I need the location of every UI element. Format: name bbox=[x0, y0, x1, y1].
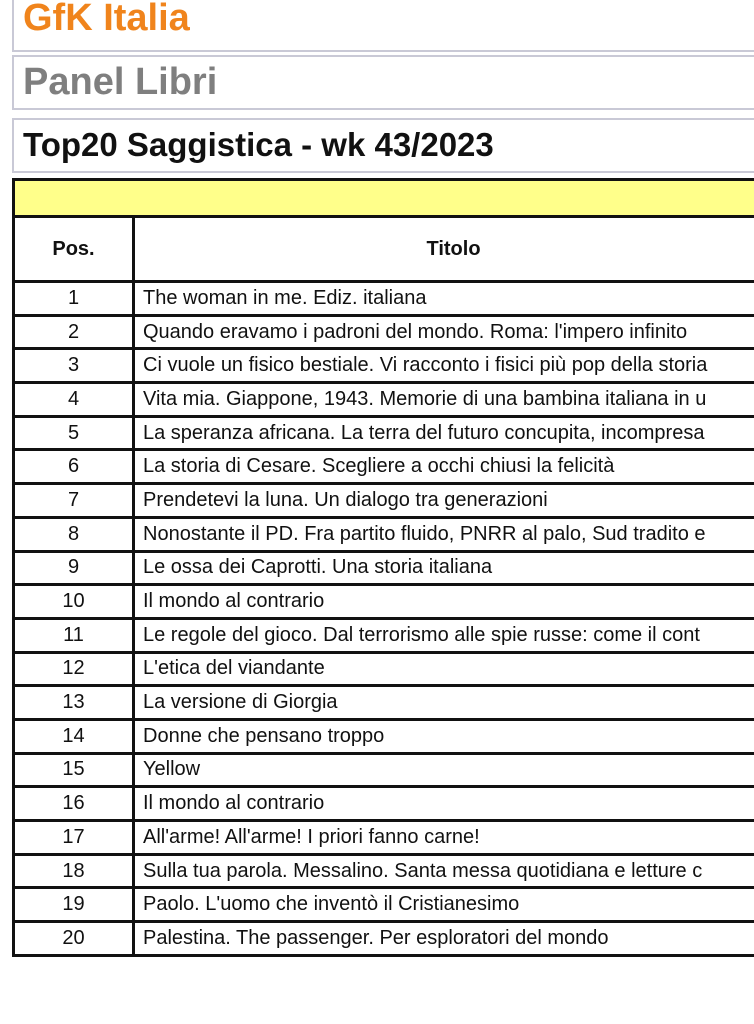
table-header-row bbox=[14, 217, 754, 282]
brand-title: GfK Italia bbox=[23, 0, 190, 39]
ranking-table bbox=[12, 178, 754, 957]
row-position: 20 bbox=[14, 922, 134, 956]
column-header-title: Titolo bbox=[134, 217, 754, 282]
table-row bbox=[14, 821, 754, 855]
row-position: 12 bbox=[14, 652, 134, 686]
panel-subtitle: Panel Libri bbox=[23, 61, 218, 103]
row-position: 15 bbox=[14, 753, 134, 787]
row-position: 8 bbox=[14, 517, 134, 551]
row-position: 9 bbox=[14, 551, 134, 585]
page-title: Top20 Saggistica - wk 43/2023 bbox=[23, 126, 494, 163]
brand-box bbox=[12, 0, 754, 52]
row-title: L'etica del viandante bbox=[134, 652, 754, 686]
row-position: 5 bbox=[14, 416, 134, 450]
table-row bbox=[14, 517, 754, 551]
table-row bbox=[14, 753, 754, 787]
row-position: 14 bbox=[14, 719, 134, 753]
row-position: 2 bbox=[14, 315, 134, 349]
subtitle-box bbox=[12, 55, 754, 110]
table-body bbox=[14, 282, 754, 956]
row-title: Ci vuole un fisico bestiale. Vi racconto i fisici più pop della storia bbox=[134, 349, 754, 383]
table-row bbox=[14, 888, 754, 922]
row-title: Il mondo al contrario bbox=[134, 585, 754, 619]
row-position: 13 bbox=[14, 686, 134, 720]
row-title: La versione di Giorgia bbox=[134, 686, 754, 720]
row-title: Prendetevi la luna. Un dialogo tra generazioni bbox=[134, 484, 754, 518]
row-title: Le ossa dei Caprotti. Una storia italiana bbox=[134, 551, 754, 585]
row-position: 19 bbox=[14, 888, 134, 922]
table-row bbox=[14, 719, 754, 753]
row-position: 10 bbox=[14, 585, 134, 619]
table-row bbox=[14, 484, 754, 518]
row-title: Il mondo al contrario bbox=[134, 787, 754, 821]
row-position: 17 bbox=[14, 821, 134, 855]
row-title: Vita mia. Giappone, 1943. Memorie di una bambina italiana in u bbox=[134, 383, 754, 417]
table-row bbox=[14, 922, 754, 956]
row-position: 16 bbox=[14, 787, 134, 821]
title-box bbox=[12, 118, 754, 173]
row-title: Yellow bbox=[134, 753, 754, 787]
row-title: Quando eravamo i padroni del mondo. Roma: l'impero infinito bbox=[134, 315, 754, 349]
table-row bbox=[14, 618, 754, 652]
row-title: Palestina. The passenger. Per esploratori del mondo bbox=[134, 922, 754, 956]
row-title: All'arme! All'arme! I priori fanno carne! bbox=[134, 821, 754, 855]
column-header-pos: Pos. bbox=[14, 217, 134, 282]
table-row bbox=[14, 315, 754, 349]
table-row bbox=[14, 416, 754, 450]
row-title: Donne che pensano troppo bbox=[134, 719, 754, 753]
row-title: Paolo. L'uomo che inventò il Cristianesimo bbox=[134, 888, 754, 922]
row-title: Sulla tua parola. Messalino. Santa messa quotidiana e letture c bbox=[134, 854, 754, 888]
table-row bbox=[14, 686, 754, 720]
row-position: 4 bbox=[14, 383, 134, 417]
table-row bbox=[14, 854, 754, 888]
table-row bbox=[14, 551, 754, 585]
row-position: 3 bbox=[14, 349, 134, 383]
table-row bbox=[14, 282, 754, 316]
row-title: La speranza africana. La terra del futuro concupita, incompresa bbox=[134, 416, 754, 450]
ranking-table-wrapper bbox=[12, 178, 754, 1024]
row-position: 11 bbox=[14, 618, 134, 652]
row-position: 6 bbox=[14, 450, 134, 484]
row-title: Nonostante il PD. Fra partito fluido, PNRR al palo, Sud tradito e bbox=[134, 517, 754, 551]
table-row bbox=[14, 585, 754, 619]
table-row bbox=[14, 652, 754, 686]
row-title: La storia di Cesare. Scegliere a occhi chiusi la felicità bbox=[134, 450, 754, 484]
table-row bbox=[14, 787, 754, 821]
yellow-band bbox=[14, 180, 754, 217]
yellow-band-row bbox=[14, 180, 754, 217]
row-title: The woman in me. Ediz. italiana bbox=[134, 282, 754, 316]
table-row bbox=[14, 349, 754, 383]
table-row bbox=[14, 450, 754, 484]
table-row bbox=[14, 383, 754, 417]
row-position: 1 bbox=[14, 282, 134, 316]
row-title: Le regole del gioco. Dal terrorismo alle spie russe: come il cont bbox=[134, 618, 754, 652]
row-position: 18 bbox=[14, 854, 134, 888]
row-position: 7 bbox=[14, 484, 134, 518]
